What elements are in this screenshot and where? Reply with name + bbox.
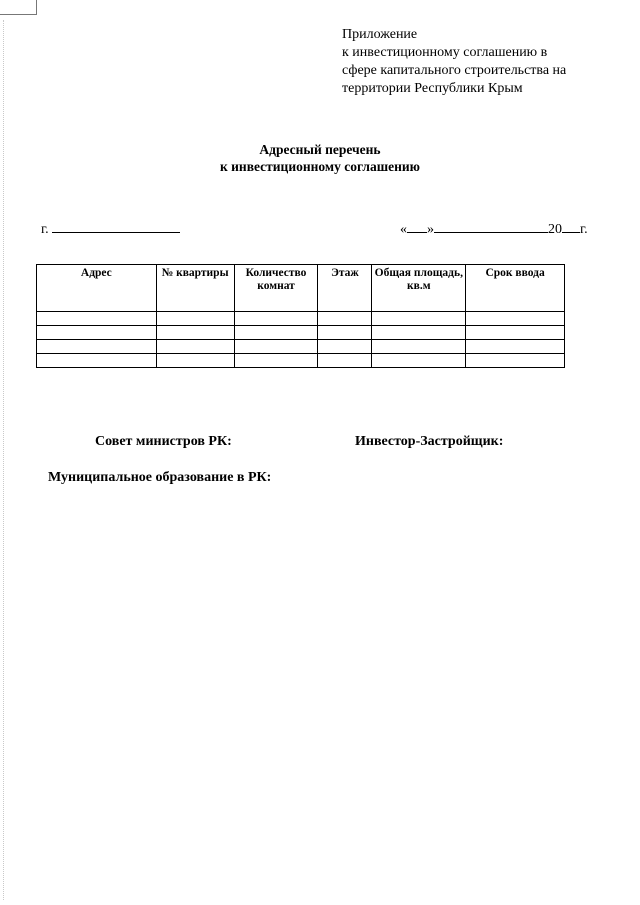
table-cell	[466, 340, 565, 354]
table-cell	[234, 340, 318, 354]
table-cell	[318, 354, 372, 368]
title-line-2: к инвестиционному соглашению	[219, 159, 420, 174]
table-cell	[466, 312, 565, 326]
appendix-line-3: сфере капитального строительства на	[342, 63, 567, 78]
header-address: Адрес	[37, 265, 157, 312]
city-blank	[52, 220, 180, 233]
table-row	[37, 312, 565, 326]
appendix-line-4: территории Республики Крым	[342, 81, 523, 96]
table-header-row	[37, 265, 565, 312]
city-prefix: г.	[41, 222, 49, 237]
appendix-line-1: Приложение	[342, 27, 418, 42]
signature-investor: Инвестор-Застройщик:	[355, 434, 504, 449]
header-room-count: Количество комнат	[234, 265, 318, 312]
header-total-area: Общая площадь, кв.м	[372, 265, 466, 312]
date-close-quote: »	[427, 222, 434, 237]
year-blank	[562, 220, 580, 233]
table-cell	[37, 312, 157, 326]
table-cell	[156, 326, 234, 340]
table-body	[37, 312, 565, 368]
day-blank	[407, 220, 427, 233]
table-cell	[372, 354, 466, 368]
year-suffix: г.	[580, 222, 588, 237]
table-cell	[318, 312, 372, 326]
table-cell	[156, 354, 234, 368]
table-row	[37, 340, 565, 354]
city-field	[41, 220, 180, 238]
header-apartment-number: № квартиры	[156, 265, 234, 312]
table-cell	[37, 340, 157, 354]
table-cell	[37, 326, 157, 340]
page-corner-mark	[0, 0, 37, 15]
table-cell	[156, 340, 234, 354]
table-cell	[466, 354, 565, 368]
title-line-1: Адресный перечень	[259, 142, 381, 157]
signature-council: Совет министров РК:	[95, 434, 232, 449]
date-open-quote: «	[400, 222, 407, 237]
date-field	[400, 220, 588, 238]
month-blank	[434, 220, 548, 233]
document-title	[0, 141, 640, 175]
appendix-header	[342, 26, 632, 98]
year-prefix: 20	[548, 222, 562, 237]
table-cell	[466, 326, 565, 340]
table-cell	[372, 326, 466, 340]
table-cell	[372, 312, 466, 326]
appendix-line-2: к инвестиционному соглашению в	[342, 45, 548, 60]
table-cell	[234, 312, 318, 326]
table-cell	[234, 326, 318, 340]
table-cell	[156, 312, 234, 326]
table-cell	[234, 354, 318, 368]
table-cell	[318, 340, 372, 354]
table-cell	[372, 340, 466, 354]
table-cell	[37, 354, 157, 368]
table-row	[37, 354, 565, 368]
table-row	[37, 326, 565, 340]
header-floor: Этаж	[318, 265, 372, 312]
table-cell	[318, 326, 372, 340]
address-table	[36, 264, 565, 368]
signature-municipal: Муниципальное образование в РК:	[48, 470, 272, 485]
header-commissioning-date: Срок ввода	[466, 265, 565, 312]
